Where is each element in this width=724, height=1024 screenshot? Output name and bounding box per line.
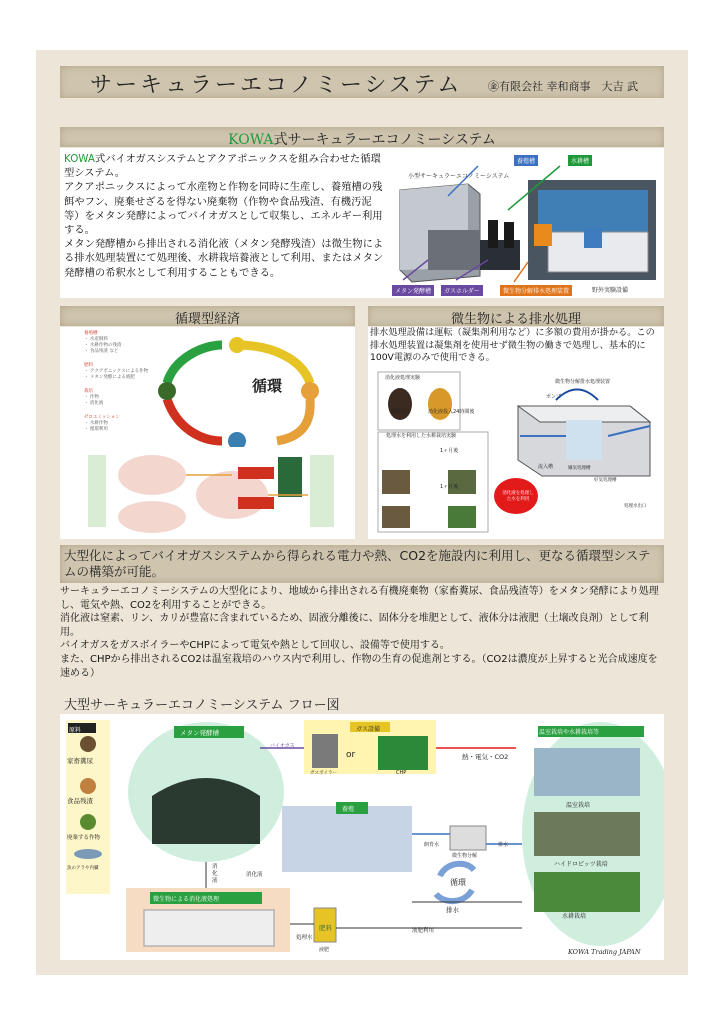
flow-methane: メタン発酵槽 [180, 729, 219, 737]
large-description [60, 585, 664, 680]
flow-or: or [346, 750, 356, 760]
junkan-note: ・ 水耕作物の残渣 [84, 343, 122, 348]
kowa-paragraph-2: アクアポニックスによって水産物と作物を同時に生産し、養殖槽の残餌やフン、廃棄せざるを得ない廃棄物（作物や食品残渣、有機汚泥等）をメタン発酵によってバイオガスとして収集し、エネルギー利用する。 [64, 181, 383, 237]
flow-biogas: バイオガス [270, 743, 295, 749]
flow-heading: 大型サーキュラーエコノミーシステム フロー図 [64, 698, 340, 713]
label-inflow: 流入槽 [538, 464, 554, 470]
flow-haisui: 排水 [446, 906, 459, 914]
large-paragraph-1: サーキュラーエコノミーシステムの大型化により、地域から排出される有機廃棄物（家畜糞尿、食品残渣等）をメタン発酵により処理し、電気や熱、CO2を利用することができる。 [60, 586, 659, 611]
flow-onshitsu: 温室栽培や水耕栽培等 [539, 729, 600, 736]
junkan-center-label: 循環 [252, 377, 283, 395]
label-red-note: 消化液を処理した水を利用 [502, 491, 534, 502]
label-yoshoku: 養殖槽 [514, 155, 538, 166]
label-month2: 1ヶ月後 [440, 484, 459, 490]
flow-genryo: 原料 [69, 727, 82, 734]
flow-boiler: ガスボイラー [310, 771, 337, 776]
junkan-note: 肥料 [84, 363, 93, 368]
label-outdoor: 野外実験設備 [592, 287, 629, 294]
kowa-p1-text: 式バイオガスシステムとアクアポニックスを組み合わせた循環型システム。 [64, 153, 381, 180]
label-s2: 消化液投入24時間後 [428, 409, 475, 415]
flow-shoka2: 消化液 [246, 872, 263, 878]
junkan-note: ・ 水耕作物 [84, 421, 108, 426]
junkan-note: ゼロエミッション [84, 415, 120, 420]
large-paragraph-4: また、CHPから排出されるCO2は温室栽培のハウス内で利用し、作物の生育の促進剤とする。（CO2は濃度が上昇すると光合成速度を速める） [60, 653, 658, 679]
large-heading-bar [60, 545, 664, 583]
flow-item: 廃棄する作物 [67, 835, 101, 841]
junkan-note: 養殖槽 [84, 331, 98, 336]
kowa-description [64, 152, 386, 280]
kowa-heading [60, 129, 664, 149]
flow-item: 食品残渣 [67, 797, 93, 805]
label-aerobic: 好気処理槽 [594, 478, 617, 483]
label-hydroponic-test: 処理水を利用した水耕栽培実験 [386, 433, 457, 439]
title-bar [60, 66, 664, 98]
label-s1: 消化液 [392, 409, 408, 415]
label-pump: ポンプ [546, 394, 562, 400]
label-month1: 1ヶ月後 [440, 448, 459, 454]
kowa-brand-text: KOWA [228, 132, 274, 148]
junkan-note: ・ 消化液 [84, 401, 104, 406]
haisui-diagram [370, 366, 662, 536]
label-suiko: 水耕槽 [568, 155, 592, 166]
flow-diagram [60, 714, 664, 960]
kowa-heading-bar [60, 127, 664, 147]
flow-microbe: 微生物による消化液処理 [153, 896, 220, 903]
kowa-brand-inline: KOWA [64, 153, 95, 165]
kowa-paragraph-1 [64, 152, 386, 180]
haisui-heading-bar [368, 306, 664, 326]
large-paragraph-2: 消化液は窒素、リン、カリが豊富に含まれているため、固液分離後に、固体分を堆肥として、液体分は液肥（土壌改良剤）として利用。 [60, 613, 649, 638]
junkan-note: ・ アクアポニックスによる作物 [84, 369, 149, 374]
junkan-note: ・ 循環利用 [84, 427, 108, 432]
large-paragraph-3: バイオガスをガスボイラーやCHPによって電気や熱として回収し、設備等で使用する。 [60, 640, 450, 652]
junkan-note: ・ 作物 [84, 395, 99, 400]
flow-crop: 温室栽培 [566, 802, 591, 809]
label-shokaeki-test: 消化液処理実験 [385, 375, 421, 381]
junkan-note: ・ 食品残渣 など [84, 349, 119, 354]
haisui-heading: 微生物による排水処理 [450, 312, 581, 327]
label-anaerobic: 嫌気処理槽 [568, 466, 591, 471]
flow-ekihi-use: 液肥利用 [412, 928, 435, 934]
label-outlet: 処理水出口 [624, 504, 647, 509]
flow-hiryo: 肥料 [319, 924, 332, 932]
page-title: サーキュラーエコノミーシステム [90, 73, 463, 98]
flow-ekihi: 液肥 [319, 947, 330, 953]
flow-kyuji: 飼育水 [424, 842, 440, 848]
junkan-note: 栽培 [84, 389, 93, 394]
kowa-heading-text: 式サーキュラーエコノミーシステム [273, 132, 496, 148]
junkan-note: ・ 水産飼料 [84, 337, 108, 342]
flow-item: 家畜糞尿 [67, 757, 93, 765]
junkan-heading: 循環型経済 [174, 312, 240, 327]
junkan-notes [84, 331, 194, 433]
flow-crop: 水耕栽培 [562, 913, 587, 920]
flow-yoshoku: 養殖 [342, 806, 355, 813]
flow-gas: ガス設備 [356, 726, 381, 733]
flow-chp: CHP [396, 770, 407, 776]
company-name: ㊎有限会社 幸和商事 大吉 武 [488, 80, 638, 93]
large-heading: 大型化によってバイオガスシステムから得られる電力や熱、CO2を施設内に利用し、更なる循環型システムの構築が可能。 [64, 548, 651, 579]
haisui-description: 排水処理設備は運転（凝集剤利用など）に多額の費用が掛かる。この排水処理装置は凝集剤を使用せず微生物の働きで処理し、基本的に100V電源のみで使用できる。 [370, 327, 655, 363]
flow-item: 魚のアラや内臓 [67, 866, 99, 871]
label-microbe-device: 微生物分解排水処理装置 [500, 285, 572, 296]
flow-haisui-small: 排水 [498, 842, 509, 848]
flow-shorisui: 処理水 [296, 935, 313, 941]
label-methane: メタン発酵槽 [392, 285, 434, 296]
flow-bunkai: 微生物分解 [452, 853, 478, 859]
brand-logo: KOWA Trading JAPAN [568, 948, 641, 956]
flow-junkan: 循環 [450, 878, 466, 887]
flow-energy: 熱・電気・CO2 [462, 753, 509, 761]
label-gasholder: ガスホルダー [441, 285, 483, 296]
diagram-title: 小型サーキュラーエコノミーシステム [408, 173, 510, 180]
flow-shoka1: 消化液 [212, 864, 218, 884]
flow-crop: ハイドロピッツ栽培 [554, 861, 608, 868]
junkan-note: ・ メタン発酵による液肥 [84, 375, 135, 380]
kowa-paragraph-3: メタン発酵槽から排出される消化液（メタン発酵残渣）は微生物による排水処理装置にて処理後、水耕栽培養液として利用、またはメタン発酵槽の希釈水として利用することもできる。 [64, 238, 384, 279]
junkan-heading-bar [60, 306, 355, 326]
label-microbe-device2: 微生物分解排水処理装置 [555, 379, 611, 385]
